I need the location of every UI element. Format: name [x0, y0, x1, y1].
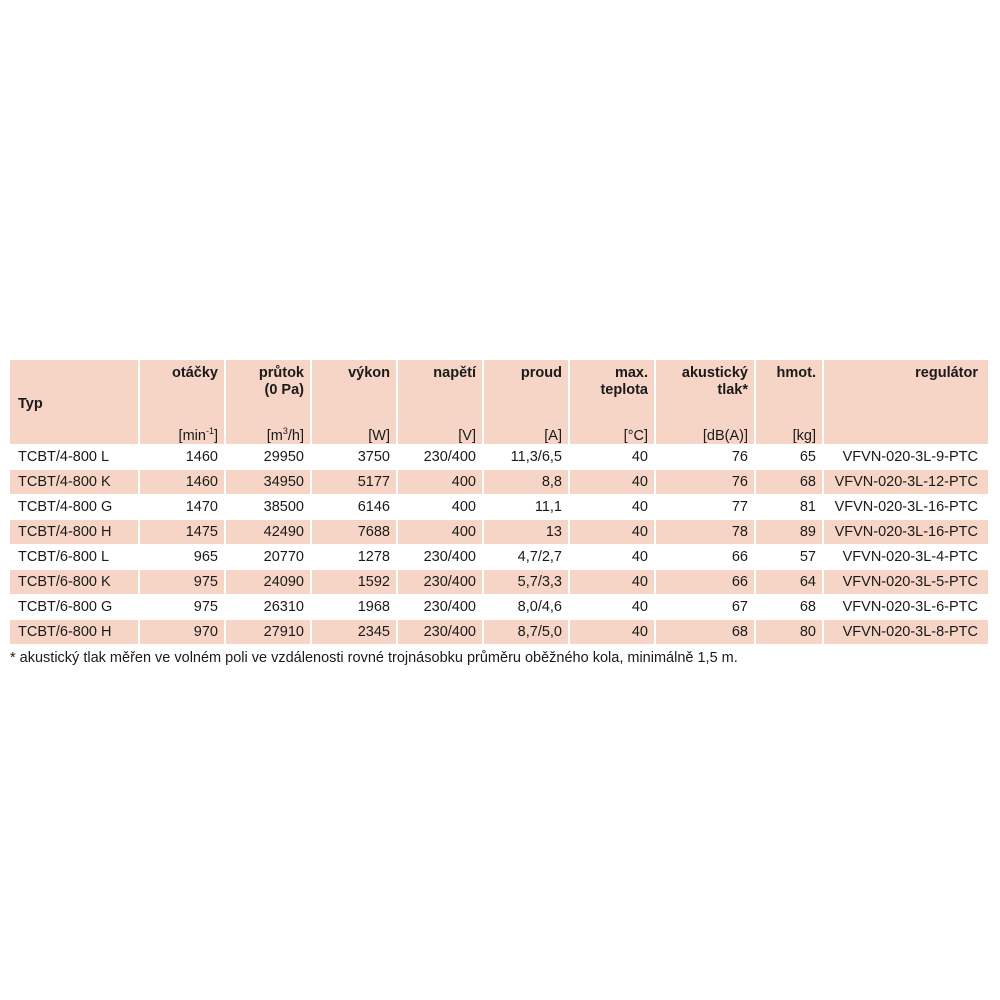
- col-prutok: průtok (0 Pa): [226, 360, 312, 422]
- cell-proud: 4,7/2,7: [484, 544, 570, 569]
- cell-teplota: 40: [570, 594, 656, 619]
- cell-teplota: 40: [570, 494, 656, 519]
- table-row: [10, 469, 988, 494]
- col-otacky: otáčky: [140, 360, 226, 422]
- unit-teplota: [°C]: [570, 422, 656, 444]
- specification-table: [10, 360, 988, 644]
- cell-teplota: 40: [570, 444, 656, 469]
- cell-hmot: 65: [756, 444, 824, 469]
- col-regulator: regulátor: [915, 365, 978, 381]
- cell-prutok: 29950: [226, 444, 312, 469]
- cell-proud: 5,7/3,3: [484, 569, 570, 594]
- cell-typ: TCBT/6-800 H: [10, 619, 140, 644]
- cell-proud: 11,1: [484, 494, 570, 519]
- cell-akusticky-tlak: 78: [656, 519, 756, 544]
- unit-vykon: [W]: [312, 422, 398, 444]
- cell-akusticky-tlak: 77: [656, 494, 756, 519]
- cell-akusticky-tlak: 66: [656, 544, 756, 569]
- cell-otacky: 1475: [140, 519, 226, 544]
- units-row: [10, 422, 988, 444]
- cell-hmot: 57: [756, 544, 824, 569]
- cell-hmot: 68: [756, 594, 824, 619]
- unit-tlak: [dB(A)]: [656, 422, 756, 444]
- cell-typ: TCBT/4-800 K: [10, 469, 140, 494]
- cell-otacky: 975: [140, 569, 226, 594]
- cell-regulator: VFVN-020-3L-6-PTC: [824, 594, 988, 619]
- cell-napeti: 400: [398, 519, 484, 544]
- cell-typ: TCBT/6-800 L: [10, 544, 140, 569]
- cell-regulator: VFVN-020-3L-12-PTC: [824, 469, 988, 494]
- cell-hmot: 81: [756, 494, 824, 519]
- cell-vykon: 7688: [312, 519, 398, 544]
- cell-napeti: 230/400: [398, 544, 484, 569]
- cell-teplota: 40: [570, 519, 656, 544]
- table-row: [10, 519, 988, 544]
- cell-akusticky-tlak: 67: [656, 594, 756, 619]
- col-typ: Typ: [10, 360, 140, 444]
- cell-hmot: 64: [756, 569, 824, 594]
- cell-otacky: 1460: [140, 469, 226, 494]
- cell-prutok: 27910: [226, 619, 312, 644]
- cell-vykon: 3750: [312, 444, 398, 469]
- cell-otacky: 975: [140, 594, 226, 619]
- cell-prutok: 34950: [226, 469, 312, 494]
- unit-prutok: $[m^3/h]$: [226, 422, 312, 444]
- cell-vykon: 5177: [312, 469, 398, 494]
- cell-regulator: VFVN-020-3L-8-PTC: [824, 619, 988, 644]
- cell-prutok: 24090: [226, 569, 312, 594]
- footnote: * akustický tlak měřen ve volném poli ve vzdálenosti rovné trojnásobku průměru oběžného kola, minimálně 1,5 m.: [10, 650, 738, 666]
- cell-akusticky-tlak: 76: [656, 469, 756, 494]
- cell-napeti: 230/400: [398, 594, 484, 619]
- unit-proud: [A]: [484, 422, 570, 444]
- cell-proud: 8,7/5,0: [484, 619, 570, 644]
- cell-otacky: 1470: [140, 494, 226, 519]
- cell-typ: TCBT/6-800 G: [10, 594, 140, 619]
- col-akusticky-tlak: akustický tlak*: [656, 360, 756, 422]
- cell-napeti: 230/400: [398, 569, 484, 594]
- cell-prutok: 26310: [226, 594, 312, 619]
- cell-vykon: 6146: [312, 494, 398, 519]
- cell-teplota: 40: [570, 569, 656, 594]
- cell-akusticky-tlak: 66: [656, 569, 756, 594]
- cell-typ: TCBT/4-800 L: [10, 444, 140, 469]
- cell-akusticky-tlak: 76: [656, 444, 756, 469]
- col-hmot: hmot.: [756, 360, 824, 422]
- table-body: [10, 444, 988, 644]
- table-row: [10, 494, 988, 519]
- cell-otacky: 965: [140, 544, 226, 569]
- unit-otacky: $[\min^{-1}]$: [140, 422, 226, 444]
- cell-teplota: 40: [570, 544, 656, 569]
- table-row: [10, 619, 988, 644]
- header-row: [10, 360, 988, 422]
- cell-proud: 13: [484, 519, 570, 544]
- cell-napeti: 400: [398, 494, 484, 519]
- cell-regulator: VFVN-020-3L-16-PTC: [824, 519, 988, 544]
- cell-teplota: 40: [570, 619, 656, 644]
- cell-otacky: 970: [140, 619, 226, 644]
- cell-hmot: 68: [756, 469, 824, 494]
- cell-typ: TCBT/6-800 K: [10, 569, 140, 594]
- cell-prutok: 20770: [226, 544, 312, 569]
- cell-vykon: 1592: [312, 569, 398, 594]
- cell-akusticky-tlak: 68: [656, 619, 756, 644]
- cell-typ: TCBT/4-800 H: [10, 519, 140, 544]
- unit-napeti: [V]: [398, 422, 484, 444]
- cell-typ: TCBT/4-800 G: [10, 494, 140, 519]
- cell-napeti: 400: [398, 469, 484, 494]
- unit-regulator: [824, 422, 988, 444]
- cell-otacky: 1460: [140, 444, 226, 469]
- table-row: [10, 444, 988, 469]
- cell-regulator: VFVN-020-3L-9-PTC: [824, 444, 988, 469]
- cell-regulator: VFVN-020-3L-4-PTC: [824, 544, 988, 569]
- cell-proud: 8,8: [484, 469, 570, 494]
- cell-prutok: 38500: [226, 494, 312, 519]
- cell-vykon: 1278: [312, 544, 398, 569]
- col-teplota: max. teplota: [570, 360, 656, 422]
- unit-hmot: [kg]: [756, 422, 824, 444]
- cell-vykon: 1968: [312, 594, 398, 619]
- table-row: [10, 594, 988, 619]
- cell-teplota: 40: [570, 469, 656, 494]
- cell-proud: 8,0/4,6: [484, 594, 570, 619]
- cell-regulator: VFVN-020-3L-5-PTC: [824, 569, 988, 594]
- cell-prutok: 42490: [226, 519, 312, 544]
- cell-napeti: 230/400: [398, 444, 484, 469]
- cell-vykon: 2345: [312, 619, 398, 644]
- cell-hmot: 89: [756, 519, 824, 544]
- cell-napeti: 230/400: [398, 619, 484, 644]
- cell-proud: 11,3/6,5: [484, 444, 570, 469]
- cell-regulator: VFVN-020-3L-16-PTC: [824, 494, 988, 519]
- cell-hmot: 80: [756, 619, 824, 644]
- table-row: [10, 544, 988, 569]
- col-napeti: napětí: [398, 360, 484, 422]
- table-row: [10, 569, 988, 594]
- col-proud: proud: [484, 360, 570, 422]
- col-vykon: výkon: [312, 360, 398, 422]
- spec-sheet: [10, 360, 988, 666]
